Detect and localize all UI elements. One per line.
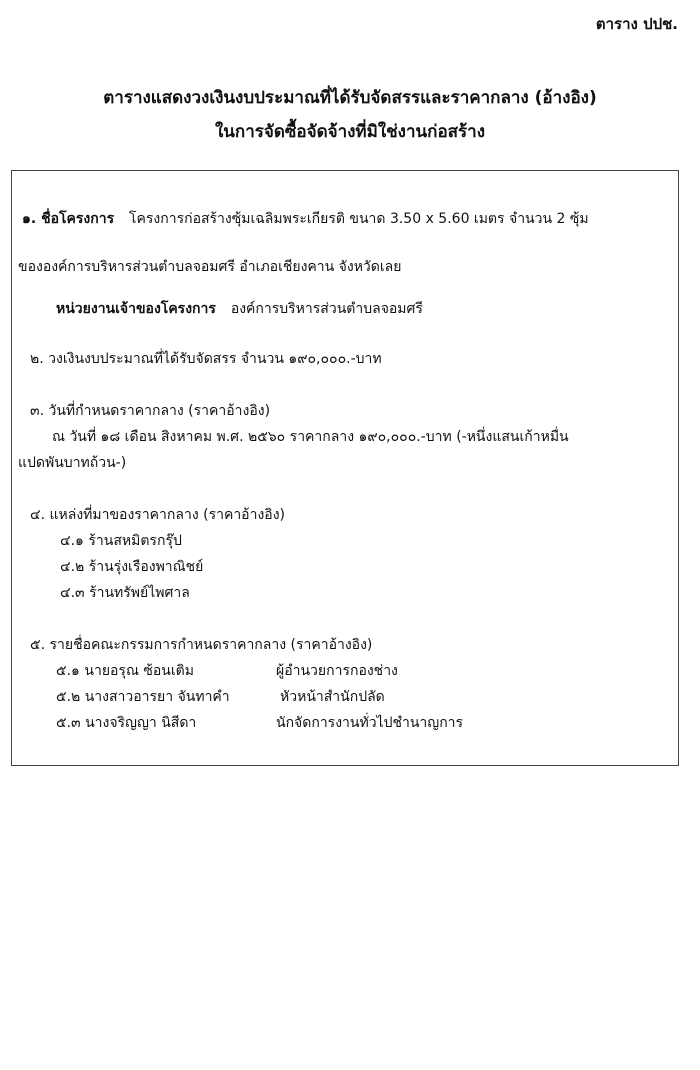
page-title: ตารางแสดงวงเงินงบประมาณที่ได้รับจัดสรรและราคากลาง (อ้างอิง)	[103, 88, 597, 108]
item5-heading: ๕. รายชื่อคณะกรรมการกำหนดราคากลาง (ราคาอ้างอิง)	[30, 637, 373, 653]
page-subtitle: ในการจัดซื้อจัดจ้างที่มิใช่งานก่อสร้าง	[214, 122, 486, 142]
item1-row	[22, 209, 589, 229]
item1-label: ๑. ชื่อโครงการ	[22, 211, 115, 227]
item4-heading: ๔. แหล่งที่มาของราคากลาง (ราคาอ้างอิง)	[30, 507, 285, 523]
source-item: ๔.๒ ร้านรุ่งเรืองพาณิชย์	[60, 559, 204, 575]
document-frame	[11, 170, 679, 766]
form-code: ตาราง ปปช.	[595, 15, 678, 33]
item1-text-line2: ขององค์การบริหารส่วนตำบลจอมศรี อำเภอเชียงคาน จังหวัดเลย	[18, 259, 402, 275]
item1-text: โครงการก่อสร้างซุ้มเฉลิมพระเกียรติ ขนาด 3.50 x 5.60 เมตร จำนวน 2 ซุ้ม	[129, 211, 589, 227]
item1-owner-row	[56, 299, 423, 319]
member-position: นักจัดการงานทั่วไปชำนาญการ	[276, 715, 464, 731]
owner-value: องค์การบริหารส่วนตำบลจอมศรี	[230, 301, 423, 317]
member-position: หัวหน้าสำนักปลัด	[280, 689, 385, 705]
item3-line1: ณ วันที่ ๑๘ เดือน สิงหาคม พ.ศ. ๒๕๖๐ ราคากลาง ๑๙๐,๐๐๐.-บาท (-หนึ่งแสนเก้าหมื่น	[52, 429, 569, 445]
item3-heading: ๓. วันที่กำหนดราคากลาง (ราคาอ้างอิง)	[30, 403, 271, 419]
member-position: ผู้อำนวยการกองช่าง	[276, 663, 398, 679]
member-name: ๕.๒ นางสาวอารยา จันทาคำ	[56, 689, 230, 705]
owner-label: หน่วยงานเจ้าของโครงการ	[56, 301, 216, 317]
source-item: ๔.๓ ร้านทรัพย์ไพศาล	[60, 585, 190, 601]
member-name: ๕.๑ นายอรุณ ซ้อนเติม	[56, 663, 194, 679]
member-name: ๕.๓ นางจริญญา นิสีดา	[56, 715, 197, 731]
source-item: ๔.๑ ร้านสหมิตรกรุ๊ป	[60, 533, 182, 549]
item3-line2: แปดพันบาทถ้วน-)	[18, 455, 127, 471]
item2-budget: ๒. วงเงินงบประมาณที่ได้รับจัดสรร จำนวน ๑๙๐,๐๐๐.-บาท	[30, 351, 382, 367]
